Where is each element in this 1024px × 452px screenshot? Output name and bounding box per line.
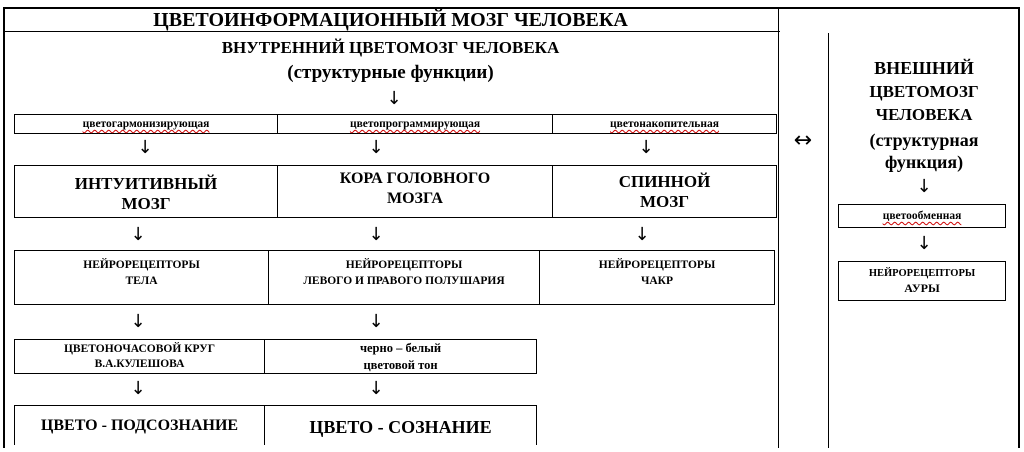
tool-black-white-tone: черно – белый цветовой тон [359, 340, 442, 372]
inner-brain-subheading: (структурные функции) [287, 62, 494, 83]
arrow-down-icon: ↓ [638, 137, 654, 158]
tools-row [14, 339, 537, 374]
arrow-down-icon: ↓ [368, 311, 384, 332]
outer-brain-heading: ВНЕШНИЙ ЦВЕТОМОЗГ ЧЕЛОВЕКА [869, 57, 979, 124]
arrow-down-icon: ↓ [916, 233, 932, 254]
diagram-title: ЦВЕТОИНФОРМАЦИОННЫЙ МОЗГ ЧЕЛОВЕКА [153, 8, 628, 31]
brains-row [14, 165, 777, 218]
receptors-body: НЕЙРОРЕЦЕПТОРЫ ТЕЛА [15, 251, 269, 304]
arrow-down-icon: ↓ [386, 88, 402, 109]
result-consciousness: ЦВЕТО - СОЗНАНИЕ [309, 417, 492, 437]
arrow-down-icon: ↓ [368, 137, 384, 158]
bidirectional-arrow-icon: ↔ [793, 127, 813, 153]
arrow-down-icon: ↓ [130, 311, 146, 332]
tool-color-clock-circle: ЦВЕТОНОЧАСОВОЙ КРУГ В.А.КУЛЕШОВА [15, 340, 265, 373]
arrow-down-icon: ↓ [137, 137, 153, 158]
receptors-hemispheres: НЕЙРОРЕЦЕПТОРЫ ЛЕВОГО И ПРАВОГО ПОЛУШАРИЯ [269, 251, 540, 304]
results-row [14, 405, 537, 445]
receptors-chakras: НЕЙРОРЕЦЕПТОРЫ ЧАКР [598, 258, 716, 287]
column-divider-left [778, 7, 779, 448]
function-programming: цветопрограммирующая [349, 118, 481, 130]
function-exchange: цветообменная [838, 204, 1006, 228]
outer-brain-subheading: (структурная функция) [869, 130, 979, 172]
brain-cortex: КОРА ГОЛОВНОГО МОЗГА [278, 166, 553, 217]
receptors-row [14, 250, 775, 305]
result-subconscious: ЦВЕТО - ПОДСОЗНАНИЕ [15, 406, 265, 445]
arrow-down-icon: ↓ [130, 224, 146, 245]
function-harmonizing: цветогармонизирующая [82, 118, 210, 130]
arrow-down-icon: ↓ [368, 224, 384, 245]
arrow-down-icon: ↓ [634, 224, 650, 245]
functions-row [14, 114, 777, 134]
function-accumulating: цветонакопительная [610, 118, 719, 130]
receptors-aura: НЕЙРОРЕЦЕПТОРЫ АУРЫ [838, 261, 1006, 301]
inner-brain-heading: ВНУТРЕННИЙ ЦВЕТОМОЗГ ЧЕЛОВЕКА [221, 38, 560, 57]
arrow-down-icon: ↓ [130, 378, 146, 399]
column-divider-right [828, 33, 829, 448]
brain-intuitive: ИНТУИТИВНЫЙ МОЗГ [15, 166, 278, 217]
arrow-down-icon: ↓ [368, 378, 384, 399]
arrow-down-icon: ↓ [916, 176, 932, 197]
brain-spinal: СПИННОЙ МОЗГ [618, 171, 711, 211]
